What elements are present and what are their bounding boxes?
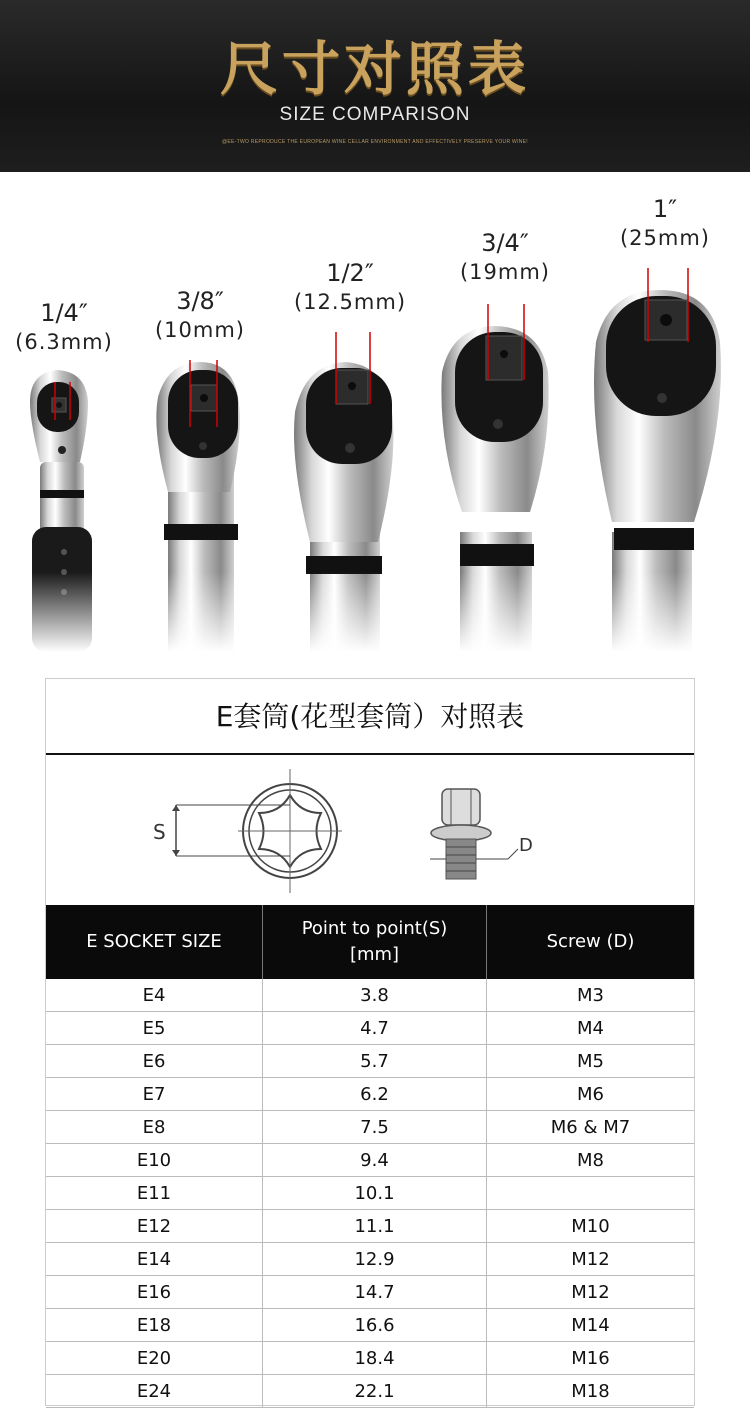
wrench-illustrations — [0, 172, 750, 652]
wrench-size: 1/2″ — [326, 259, 374, 287]
table-row — [46, 1012, 694, 1045]
cell-socket-size: E6 — [46, 1045, 263, 1077]
wrench-mm: (10mm) — [154, 318, 246, 342]
cell-screw: M18 — [571, 1380, 610, 1402]
cell-screw: M10 — [571, 1215, 610, 1237]
cell-screw: M5 — [577, 1050, 604, 1072]
dimension-d-label: D — [519, 835, 533, 856]
cell-socket-size: E7 — [46, 1078, 263, 1110]
wrench-comparison — [0, 172, 750, 652]
table-row — [46, 1144, 694, 1177]
cell-screw: M3 — [577, 984, 604, 1006]
table-row — [46, 1309, 694, 1342]
cell-socket-size: E5 — [46, 1012, 263, 1044]
cell-point-to-point: 22.1 — [263, 1375, 487, 1407]
cell-point-to-point: 7.5 — [263, 1111, 487, 1143]
cell-point-to-point: 18.4 — [263, 1342, 487, 1374]
torx-screw-icon — [430, 789, 518, 879]
header-screw: Screw (D) — [546, 931, 635, 952]
cell-point-to-point: 6.2 — [263, 1078, 487, 1110]
cell-socket-size: E24 — [46, 1375, 263, 1407]
cell-point-to-point: 11.1 — [263, 1210, 487, 1242]
dimension-s-label: S — [153, 820, 166, 844]
cell-point-to-point: 12.9 — [263, 1243, 487, 1275]
cell-screw: M6 & M7 — [550, 1116, 631, 1138]
table-row — [46, 1375, 694, 1408]
socket-diagram — [46, 753, 694, 907]
cell-socket-size: E11 — [46, 1177, 263, 1209]
cell-screw: M16 — [571, 1347, 610, 1369]
page-title: 尺寸对照表 — [219, 35, 530, 103]
e-socket-table — [45, 678, 695, 1406]
cell-screw — [487, 1177, 694, 1209]
wrench-size: 3/4″ — [481, 229, 529, 257]
table-row — [46, 1276, 694, 1309]
table-row — [46, 1243, 694, 1276]
cell-screw: M6 — [577, 1083, 604, 1105]
header-point-to-point-line1: Point to point(S) — [301, 918, 448, 939]
table-row — [46, 1177, 694, 1210]
cell-screw: M4 — [577, 1017, 604, 1039]
table-row — [46, 1210, 694, 1243]
cell-socket-size: E18 — [46, 1309, 263, 1341]
wrench-mm: (12.5mm) — [293, 290, 407, 314]
cell-point-to-point: 9.4 — [263, 1144, 487, 1176]
cell-socket-size: E10 — [46, 1144, 263, 1176]
wrench-mm: (25mm) — [619, 226, 711, 250]
cell-point-to-point: 16.6 — [263, 1309, 487, 1341]
cell-screw: M12 — [571, 1248, 610, 1270]
table-body — [46, 979, 694, 1408]
cell-socket-size: E8 — [46, 1111, 263, 1143]
header-socket-size: E SOCKET SIZE — [46, 905, 263, 979]
cell-point-to-point: 4.7 — [263, 1012, 487, 1044]
header-point-to-point-line2: [mm] — [349, 944, 400, 965]
cell-socket-size: E20 — [46, 1342, 263, 1374]
banner-tagline: @EE-TWO REPRODUCE THE EUROPEAN WINE CELLAR ENVIRONMENT AND EFFECTIVELY PRESERVE YOUR WINE! — [221, 139, 528, 145]
wrench-size: 1″ — [652, 195, 678, 223]
cell-screw: M12 — [571, 1281, 610, 1303]
cell-point-to-point: 14.7 — [263, 1276, 487, 1308]
wrench-size: 1/4″ — [40, 299, 88, 327]
table-row — [46, 979, 694, 1012]
page-subtitle: SIZE COMPARISON — [279, 104, 471, 125]
wrench-mm: (19mm) — [459, 260, 551, 284]
cell-socket-size: E14 — [46, 1243, 263, 1275]
table-row — [46, 1111, 694, 1144]
cell-point-to-point: 5.7 — [263, 1045, 487, 1077]
wrench-mm: (6.3mm) — [15, 330, 113, 354]
header-point-to-point — [263, 905, 487, 979]
socket-diagram-svg — [46, 755, 694, 907]
cell-socket-size: E16 — [46, 1276, 263, 1308]
cell-point-to-point: 3.8 — [263, 979, 487, 1011]
cell-socket-size: E12 — [46, 1210, 263, 1242]
table-title: E套筒(花型套筒）对照表 — [215, 700, 525, 733]
table-header — [46, 905, 694, 979]
header-banner — [0, 0, 750, 172]
table-row — [46, 1078, 694, 1111]
cell-screw: M14 — [571, 1314, 610, 1336]
torx-profile-icon — [172, 769, 342, 893]
wrench-size: 3/8″ — [176, 287, 224, 315]
table-row — [46, 1342, 694, 1375]
cell-socket-size: E4 — [46, 979, 263, 1011]
cell-screw: M8 — [577, 1149, 604, 1171]
cell-point-to-point: 10.1 — [263, 1177, 487, 1209]
table-row — [46, 1045, 694, 1078]
